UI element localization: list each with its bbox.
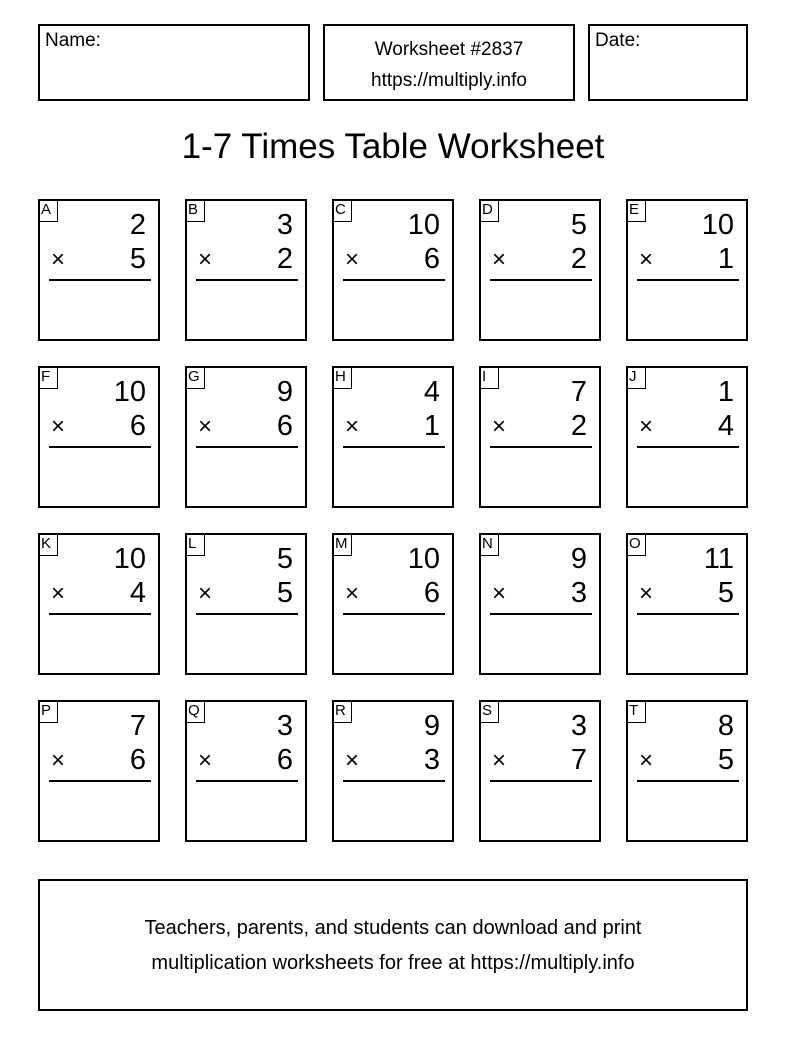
multiplicand: 8: [717, 710, 734, 742]
multiplier: 6: [423, 577, 440, 609]
times-sign: ×: [51, 246, 66, 273]
multiplicand: 5: [570, 209, 587, 241]
multiplier: 1: [717, 243, 734, 275]
problem-label: T: [626, 700, 646, 723]
times-sign: ×: [639, 747, 654, 774]
problem-label: K: [38, 533, 58, 556]
multiplier: 7: [570, 744, 587, 776]
problem-label: E: [626, 199, 646, 222]
times-sign: ×: [639, 580, 654, 607]
multiplicand: 10: [407, 543, 440, 575]
answer-line: [490, 780, 592, 782]
problem-label: S: [479, 700, 499, 723]
answer-line: [490, 446, 592, 448]
problem-card[interactable]: [185, 533, 307, 675]
problem-label: Q: [185, 700, 205, 723]
problem-label: C: [332, 199, 352, 222]
multiplier: 3: [570, 577, 587, 609]
times-sign: ×: [639, 246, 654, 273]
multiplier: 2: [570, 410, 587, 442]
problem-card[interactable]: [626, 533, 748, 675]
problem-card[interactable]: [332, 700, 454, 842]
problem-card[interactable]: [479, 366, 601, 508]
answer-line: [637, 279, 739, 281]
times-sign: ×: [198, 413, 213, 440]
problem-label: A: [38, 199, 58, 222]
problem-label: I: [479, 366, 499, 389]
multiplicand: 3: [570, 710, 587, 742]
worksheet-number: Worksheet #2837: [374, 39, 524, 60]
multiplier: 4: [129, 577, 146, 609]
multiplicand: 7: [129, 710, 146, 742]
problem-label: M: [332, 533, 352, 556]
multiplicand: 1: [717, 376, 734, 408]
times-sign: ×: [51, 580, 66, 607]
times-sign: ×: [639, 413, 654, 440]
multiplicand: 11: [703, 543, 734, 575]
answer-line: [637, 780, 739, 782]
problem-card[interactable]: [185, 700, 307, 842]
answer-line: [196, 613, 298, 615]
worksheet-url: https://multiply.info: [371, 70, 527, 91]
answer-line: [196, 780, 298, 782]
times-sign: ×: [345, 747, 360, 774]
multiplier: 5: [129, 243, 146, 275]
multiplicand: 7: [570, 376, 587, 408]
problem-label: G: [185, 366, 205, 389]
problem-label: R: [332, 700, 352, 723]
problem-label: J: [626, 366, 646, 389]
times-sign: ×: [198, 747, 213, 774]
problem-card[interactable]: [185, 199, 307, 341]
times-sign: ×: [492, 747, 507, 774]
problem-card[interactable]: [479, 700, 601, 842]
times-sign: ×: [492, 413, 507, 440]
multiplicand: 2: [129, 209, 146, 241]
answer-line: [343, 780, 445, 782]
problem-label: H: [332, 366, 352, 389]
answer-line: [637, 613, 739, 615]
multiplier: 5: [276, 577, 293, 609]
problem-card[interactable]: [626, 199, 748, 341]
times-sign: ×: [198, 246, 213, 273]
footer-note: [38, 879, 748, 1011]
problem-card[interactable]: [626, 700, 748, 842]
multiplicand: 9: [570, 543, 587, 575]
times-sign: ×: [51, 413, 66, 440]
date-field[interactable]: [588, 24, 748, 101]
problem-card[interactable]: [626, 366, 748, 508]
answer-line: [637, 446, 739, 448]
answer-line: [49, 780, 151, 782]
problem-label: O: [626, 533, 646, 556]
problem-card[interactable]: [185, 366, 307, 508]
multiplier: 1: [423, 410, 440, 442]
multiplier: 6: [276, 410, 293, 442]
times-sign: ×: [345, 413, 360, 440]
problem-label: L: [185, 533, 205, 556]
multiplier: 5: [717, 577, 734, 609]
times-sign: ×: [492, 580, 507, 607]
footer-line-2: multiplication worksheets for free at https://multiply.info: [151, 952, 635, 974]
answer-line: [343, 613, 445, 615]
answer-line: [196, 279, 298, 281]
multiplier: 6: [129, 744, 146, 776]
problem-card[interactable]: [38, 199, 160, 341]
times-sign: ×: [198, 580, 213, 607]
problem-card[interactable]: [38, 366, 160, 508]
problem-label: N: [479, 533, 499, 556]
multiplier: 4: [717, 410, 734, 442]
name-label: Name:: [45, 30, 101, 51]
problem-card[interactable]: [332, 533, 454, 675]
answer-line: [49, 279, 151, 281]
times-sign: ×: [51, 747, 66, 774]
problem-card[interactable]: [479, 533, 601, 675]
multiplicand: 10: [407, 209, 440, 241]
problem-card[interactable]: [479, 199, 601, 341]
problem-label: P: [38, 700, 58, 723]
multiplier: 2: [570, 243, 587, 275]
multiplier: 5: [717, 744, 734, 776]
multiplier: 2: [276, 243, 293, 275]
multiplicand: 10: [113, 543, 146, 575]
problem-card[interactable]: [38, 533, 160, 675]
name-field[interactable]: [38, 24, 310, 101]
answer-line: [196, 446, 298, 448]
multiplicand: 9: [276, 376, 293, 408]
problem-card[interactable]: [332, 366, 454, 508]
multiplicand: 10: [701, 209, 734, 241]
multiplicand: 10: [113, 376, 146, 408]
times-sign: ×: [492, 246, 507, 273]
answer-line: [49, 446, 151, 448]
multiplicand: 3: [276, 710, 293, 742]
times-sign: ×: [345, 580, 360, 607]
answer-line: [343, 279, 445, 281]
problem-label: D: [479, 199, 499, 222]
problem-label: F: [38, 366, 58, 389]
multiplicand: 9: [423, 710, 440, 742]
multiplicand: 4: [423, 376, 440, 408]
multiplicand: 3: [276, 209, 293, 241]
date-label: Date:: [595, 30, 641, 51]
multiplier: 6: [276, 744, 293, 776]
worksheet-info-box: [323, 24, 575, 101]
times-sign: ×: [345, 246, 360, 273]
problem-card[interactable]: [332, 199, 454, 341]
multiplier: 6: [423, 243, 440, 275]
footer-line-1: Teachers, parents, and students can download and print: [144, 917, 642, 939]
answer-line: [343, 446, 445, 448]
problem-label: B: [185, 199, 205, 222]
answer-line: [490, 279, 592, 281]
answer-line: [490, 613, 592, 615]
multiplicand: 5: [276, 543, 293, 575]
answer-line: [49, 613, 151, 615]
multiplier: 6: [129, 410, 146, 442]
multiplier: 3: [423, 744, 440, 776]
problem-card[interactable]: [38, 700, 160, 842]
page-title: 1-7 Times Table Worksheet: [181, 127, 605, 166]
